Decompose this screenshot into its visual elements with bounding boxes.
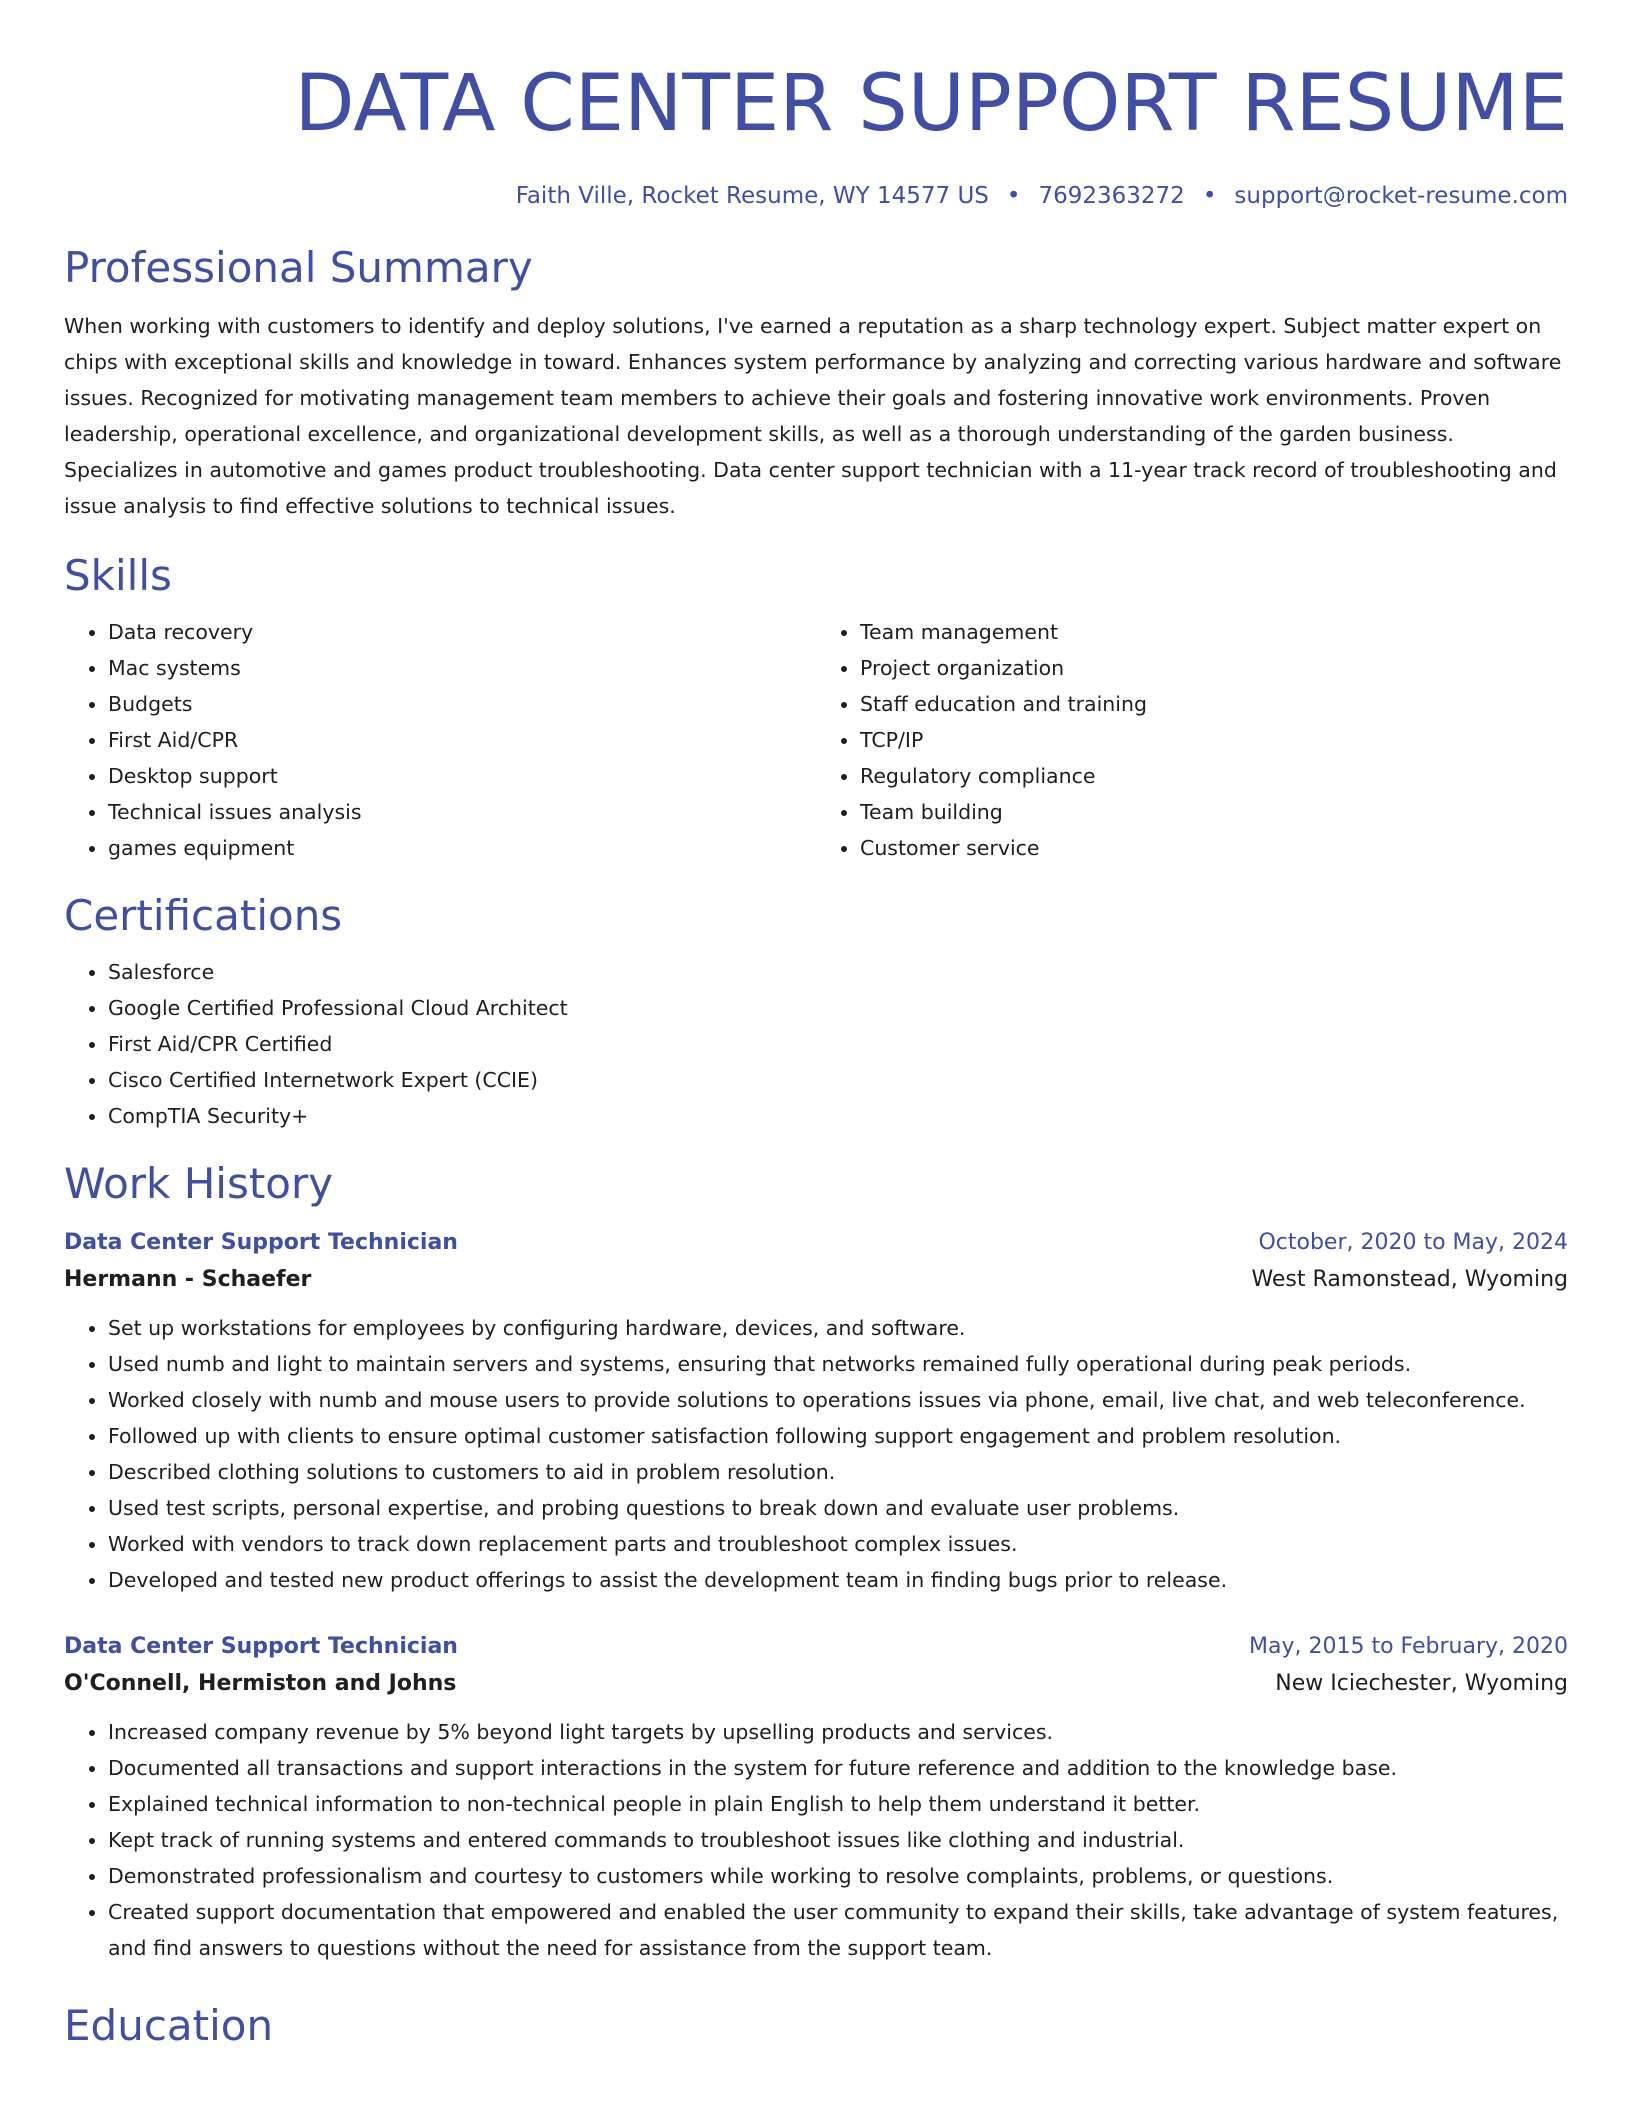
contact-address: Faith Ville, Rocket Resume, WY 14577 US: [515, 183, 989, 209]
section-title-certifications: Certifications: [64, 891, 343, 940]
job-bullet: • Kept track of running systems and entered commands to troubleshoot issues like clothing and industrial.: [108, 1822, 1568, 1858]
job-bullet: • Demonstrated professionalism and courtesy to customers while working to resolve complaints, problems, or questions.: [108, 1858, 1568, 1894]
section-title-summary: Professional Summary: [64, 243, 533, 292]
skill-item: • Project organization: [860, 650, 1568, 686]
skill-item: • Staff education and training: [860, 686, 1568, 722]
skill-item: • First Aid/CPR: [108, 722, 816, 758]
resume-page: [64, 0, 1568, 2052]
skill-item: • Regulatory compliance: [860, 758, 1568, 794]
job-bullet: • Explained technical information to non-technical people in plain English to help them understand it better.: [108, 1786, 1568, 1822]
skill-item: • Team building: [860, 794, 1568, 830]
contact-email: support@rocket-resume.com: [1234, 183, 1568, 209]
job-bullet: • Followed up with clients to ensure optimal customer satisfaction following support engagement and problem resolution.: [108, 1418, 1568, 1454]
job-bullet: • Used test scripts, personal expertise, and probing questions to break down and evaluate user problems.: [108, 1490, 1568, 1526]
section-title-education: Education: [64, 2001, 274, 2050]
job-bullet: • Worked with vendors to track down replacement parts and troubleshoot complex issues.: [108, 1526, 1568, 1562]
skill-item: • Customer service: [860, 830, 1568, 866]
job-header: [64, 1630, 1568, 1664]
resume-title: DATA CENTER SUPPORT RESUME: [294, 59, 1568, 149]
job-header: [64, 1226, 1568, 1260]
contact-separator: •: [1006, 183, 1021, 209]
job-entry: [64, 1630, 1568, 1966]
skill-item: • Desktop support: [108, 758, 816, 794]
section-title-work-history: Work History: [64, 1159, 334, 1208]
job-bullet: • Increased company revenue by 5% beyond light targets by upselling products and services.: [108, 1714, 1568, 1750]
certification-item: • Salesforce: [108, 954, 1568, 990]
job-company: Hermann - Schaefer: [64, 1267, 312, 1292]
section-title-skills: Skills: [64, 551, 172, 600]
job-bullet: • Used numb and light to maintain servers and systems, ensuring that networks remained fully operational during peak periods.: [108, 1346, 1568, 1382]
job-bullets: [64, 1310, 1568, 1598]
job-bullets: [64, 1714, 1568, 1966]
summary-text: When working with customers to identify and deploy solutions, I've earned a reputation as a sharp technology expert. Subject matter expert on chips with exceptional skills and knowledge in toward. Enhances system performance by analyzing and correcting various hardware and software issues. Recognized for motivating management team members to achieve their goals and fostering innovative work environments. Proven leadership, operational excellence, and organizational development skills, as well as a thorough understanding of the garden business. Specializes in automotive and games product troubleshooting. Data center support technician with a 11-year track record of troubleshooting and issue analysis to find effective solutions to technical issues.: [64, 314, 1562, 518]
job-bullet: • Developed and tested new product offerings to assist the development team in finding bugs prior to release.: [108, 1562, 1568, 1598]
skill-item: • Technical issues analysis: [108, 794, 816, 830]
certification-item: • First Aid/CPR Certified: [108, 1026, 1568, 1062]
skills-column-left: [64, 614, 816, 866]
job-bullet: • Worked closely with numb and mouse users to provide solutions to operations issues via phone, email, live chat, and web teleconference.: [108, 1382, 1568, 1418]
contact-phone: 7692363272: [1038, 183, 1185, 209]
skill-item: • Budgets: [108, 686, 816, 722]
job-bullet: • Documented all transactions and support interactions in the system for future reference and addition to the knowledge base.: [108, 1750, 1568, 1786]
job-company: O'Connell, Hermiston and Johns: [64, 1671, 457, 1696]
job-title: Data Center Support Technician: [64, 1230, 458, 1255]
job-bullet: • Created support documentation that empowered and enabled the user community to expand their skills, take advantage of system features, and find answers to questions without the need for assistance from the support team.: [108, 1894, 1568, 1966]
certifications-list: [64, 954, 1568, 1134]
job-entry: [64, 1226, 1568, 1598]
contact-line: [64, 180, 1568, 212]
skill-item: • games equipment: [108, 830, 816, 866]
skill-item: • Mac systems: [108, 650, 816, 686]
certification-item: • Google Certified Professional Cloud Architect: [108, 990, 1568, 1026]
job-bullet: • Set up workstations for employees by configuring hardware, devices, and software.: [108, 1310, 1568, 1346]
contact-separator: •: [1202, 183, 1217, 209]
skill-item: • Team management: [860, 614, 1568, 650]
job-subheader: [64, 1260, 1568, 1300]
certification-item: • CompTIA Security+: [108, 1098, 1568, 1134]
job-subheader: [64, 1664, 1568, 1704]
skills-column-right: [816, 614, 1568, 866]
job-bullet: • Described clothing solutions to customers to aid in problem resolution.: [108, 1454, 1568, 1490]
skill-item: • Data recovery: [108, 614, 816, 650]
job-title: Data Center Support Technician: [64, 1634, 458, 1659]
job-location: West Ramonstead, Wyoming: [1251, 1267, 1568, 1292]
certification-item: • Cisco Certified Internetwork Expert (CCIE): [108, 1062, 1568, 1098]
skill-item: • TCP/IP: [860, 722, 1568, 758]
job-location: New Iciechester, Wyoming: [1275, 1671, 1568, 1696]
job-dates: October, 2020 to May, 2024: [1258, 1230, 1568, 1255]
skills-list: [64, 614, 1568, 866]
job-dates: May, 2015 to February, 2020: [1249, 1634, 1568, 1659]
